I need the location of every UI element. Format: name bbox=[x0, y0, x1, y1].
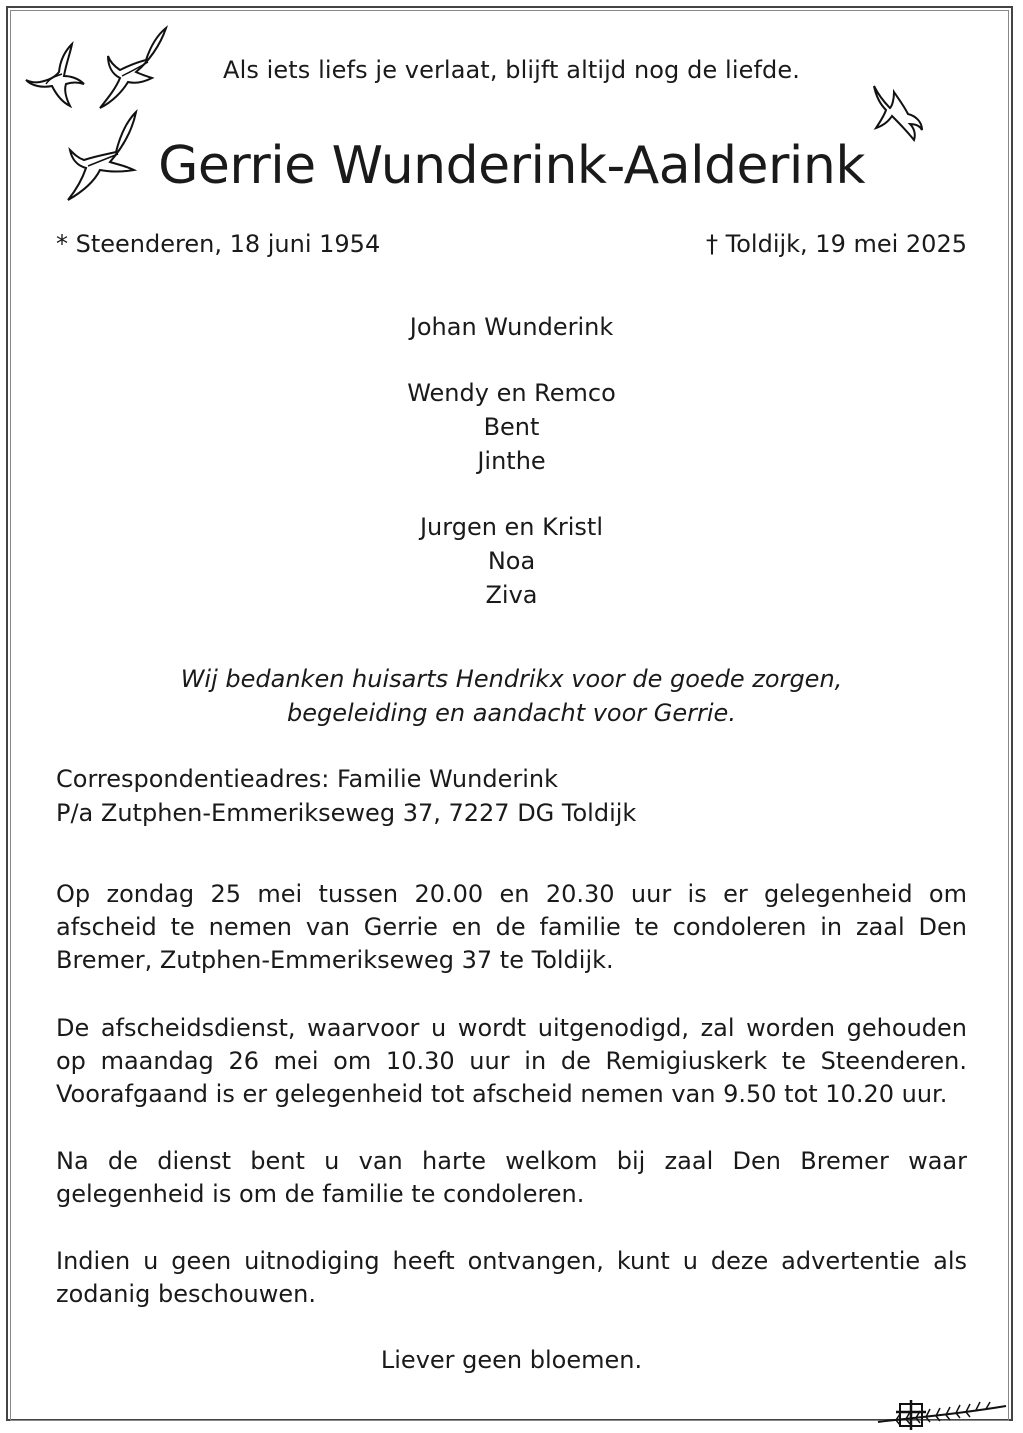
family-member: Jurgen en Kristl bbox=[419, 513, 604, 541]
family-member: Jinthe bbox=[477, 447, 546, 475]
paragraph-condolence: Op zondag 25 mei tussen 20.00 en 20.30 uur is er gelegenheid om afscheid te nemen van Gerrie en de familie te condoleren in zaal Den Bremer, Zutphen-Emmerikseweg 37 te Toldijk. bbox=[56, 880, 967, 974]
family-group bbox=[0, 376, 1023, 478]
death-info: † Toldijk, 19 mei 2025 bbox=[706, 230, 967, 258]
family-member: Bent bbox=[483, 413, 540, 441]
thanks-line: begeleiding en aandacht voor Gerrie. bbox=[287, 699, 736, 727]
birth-info: * Steenderen, 18 juni 1954 bbox=[56, 230, 381, 258]
correspondence-line: Correspondentieadres: Familie Wunderink bbox=[56, 765, 558, 793]
family-member: Johan Wunderink bbox=[409, 313, 614, 341]
correspondence-line: P/a Zutphen-Emmerikseweg 37, 7227 DG Toldijk bbox=[56, 799, 637, 827]
paragraph-reception: Na de dienst bent u van harte welkom bij zaal Den Bremer waar gelegenheid is om de familie te condoleren. bbox=[56, 1147, 967, 1208]
family-member: Wendy en Remco bbox=[407, 379, 616, 407]
deceased-name: Gerrie Wunderink-Aalderink bbox=[158, 136, 865, 196]
family-member: Noa bbox=[487, 547, 536, 575]
family-member: Ziva bbox=[485, 581, 538, 609]
correspondence-address bbox=[56, 762, 636, 830]
thanks-note bbox=[0, 662, 1023, 730]
motto: Als iets liefs je verlaat, blijft altijd nog de liefde. bbox=[223, 56, 800, 84]
family-group bbox=[0, 510, 1023, 612]
paragraph-service: De afscheidsdienst, waarvoor u wordt uitgenodigd, zal worden gehouden op maandag 26 mei om 10.30 uur in de Remigiuskerk te Steenderen. Voorafgaand is er gelegenheid tot afscheid nemen van 9.50 tot 10.20 uur. bbox=[56, 1014, 967, 1108]
paragraph-invitation: Indien u geen uitnodiging heeft ontvangen, kunt u deze advertentie als zodanig beschouwen. bbox=[56, 1247, 967, 1308]
cross-emblem-icon bbox=[876, 1398, 1010, 1432]
family-group bbox=[0, 310, 1023, 344]
thanks-line: Wij bedanken huisarts Hendrikx voor de goede zorgen, bbox=[180, 665, 843, 693]
closing-note: Liever geen bloemen. bbox=[380, 1346, 643, 1374]
